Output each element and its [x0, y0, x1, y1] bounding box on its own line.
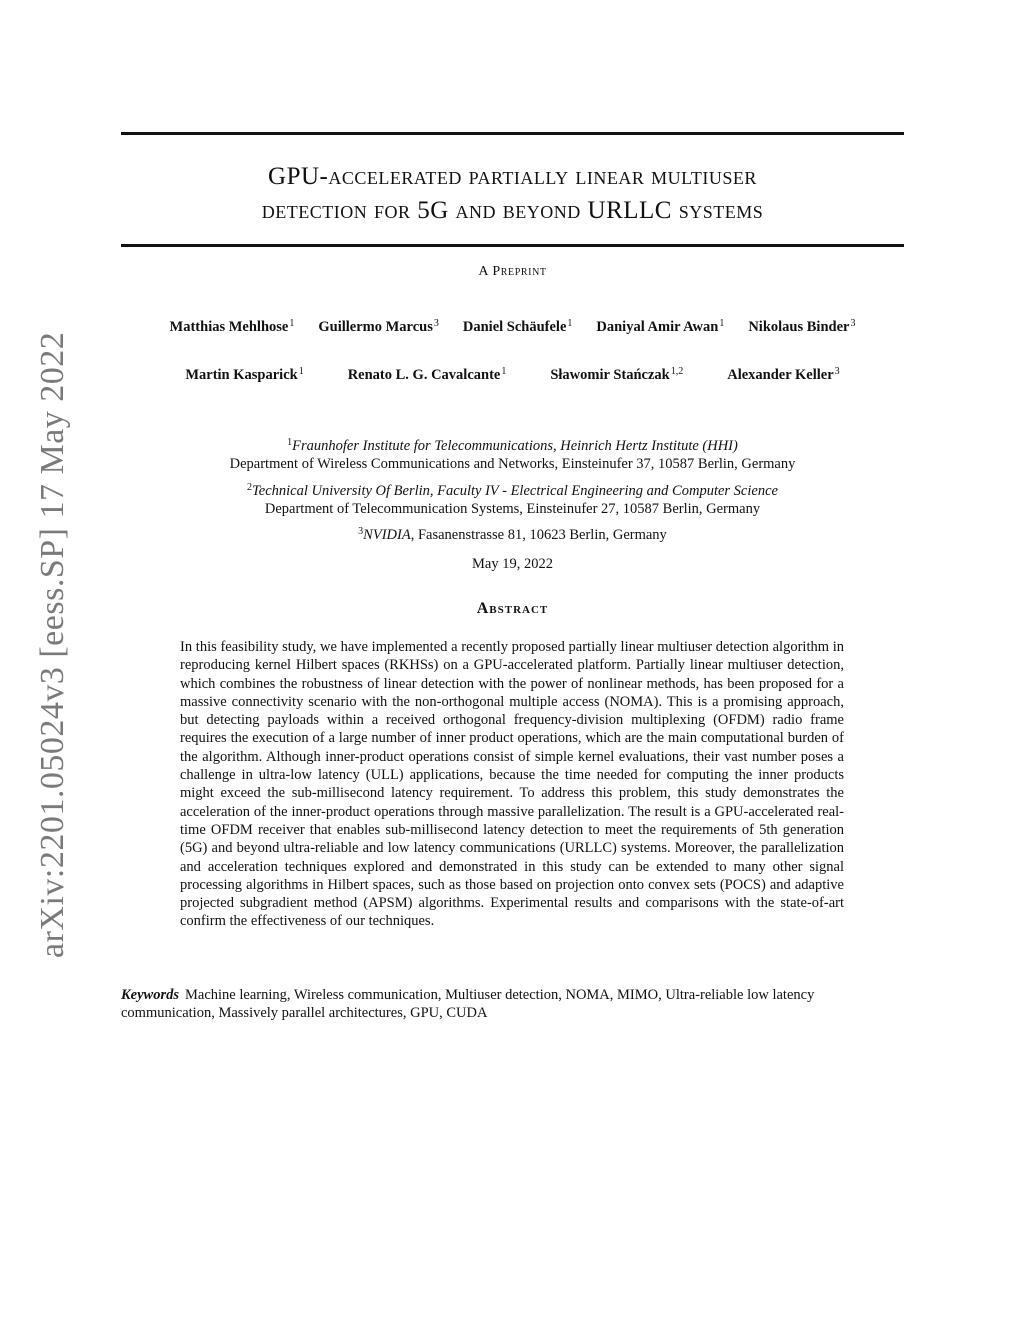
author-affiliation-mark: 1 [501, 366, 507, 377]
title-line-1: GPU-accelerated partially linear multiuser [268, 163, 757, 190]
affiliation-2-line-1 [121, 479, 904, 500]
arxiv-stamp: arXiv:2201.05024v3 [eess.SP] 17 May 2022 [34, 331, 71, 958]
author-affiliation-mark: 1 [719, 318, 725, 329]
author [185, 366, 303, 384]
author-name: Sławomir Stańczak [550, 367, 670, 383]
author [463, 318, 573, 336]
affiliation-institution: NVIDIA [363, 527, 411, 543]
author-affiliation-mark: 1 [298, 366, 304, 377]
author-affiliation-mark: 1 [289, 318, 295, 329]
author [170, 318, 295, 336]
author-affiliation-mark: 3 [433, 318, 439, 329]
affiliation-1-line-2: Department of Wireless Communications and Networks, Einsteinufer 37, 10587 Berlin, Germany [229, 456, 796, 472]
affiliation-address: , Fasanenstrasse 81, 10623 Berlin, Germany [410, 527, 667, 543]
affiliation-2-line-2: Department of Telecommunication Systems, Einsteinufer 27, 10587 Berlin, Germany [264, 501, 761, 517]
preprint-label: A Preprint [478, 264, 547, 279]
title-rule-top [121, 132, 904, 135]
author [748, 318, 855, 336]
author-name: Daniel Schäufele [462, 319, 567, 335]
author-name: Alexander Keller [727, 367, 834, 383]
paper-title [121, 160, 904, 228]
abstract-heading: Abstract [476, 600, 549, 617]
author-affiliation-mark: 3 [850, 318, 856, 329]
authors-row-2 [121, 366, 904, 384]
affiliation-3-line-1 [121, 523, 904, 544]
title-line-2: detection for 5G and beyond URLLC systems [261, 197, 764, 224]
keywords-text: Machine learning, Wireless communication, Multiuser detection, NOMA, MIMO, Ultra-reliable low latency communication, Massively parallel architectures, GPU, CUDA [121, 987, 815, 1022]
author-affiliation-mark: 3 [834, 366, 840, 377]
affiliation-institution: Technical University Of Berlin, Faculty IV - Electrical Engineering and Computer Science [252, 483, 778, 499]
author-name: Martin Kasparick [185, 367, 298, 383]
keywords [121, 986, 881, 1023]
affiliation-3 [121, 523, 904, 544]
author-name: Guillermo Marcus [318, 319, 433, 335]
affiliation-institution: Fraunhofer Institute for Telecommunications, Heinrich Hertz Institute (HHI) [292, 438, 738, 454]
author [596, 318, 724, 336]
affiliation-number: 3 [358, 526, 364, 537]
author [727, 366, 839, 384]
author-affiliation-mark: 1 [567, 318, 573, 329]
keywords-label: Keywords [121, 987, 179, 1003]
author [348, 366, 507, 384]
affiliation-number: 1 [287, 437, 293, 448]
author [318, 318, 439, 336]
title-rule-bottom [121, 244, 904, 247]
abstract-text: In this feasibility study, we have implemented a recently proposed partially linear multiuser detection algorithm in reproducing kernel Hilbert spaces (RKHSs) on a GPU-accelerated platform. Partially linear multiuser detection, which combines the robustness of linear detection with the power of nonlinear methods, has been proposed for a massive connectivity scenario with the non-orthogonal multiple access (NOMA). This is a promising approach, but detecting payloads within a received orthogonal frequency-division multiplexing (OFDM) radio frame requires the execution of a large number of inner product operations, which are the main computational burden of the algorithm. Although inner-product operations consist of simple kernel evaluations, their vast number poses a challenge in ultra-low latency (ULL) applications, because the time needed for computing the inner products might exceed the sub-millisecond latency requirement. To address this problem, this study demonstrates the acceleration of the inner-product operations through massive parallelization. The result is a GPU-accelerated real-time OFDM receiver that enables sub-millisecond latency detection to meet the requirements of 5th generation (5G) and beyond ultra-reliable and low latency communications (URLLC) systems. Moreover, the parallelization and acceleration techniques explored and demonstrated in this study can be extended to many other signal processing algorithms in Hilbert spaces, such as those based on projection onto convex sets (POCS) and adaptive projected subgradient method (APSM) algorithms. Experimental results and comparisons with the state-of-art confirm the effectiveness of our techniques. [180, 639, 844, 930]
author-name: Renato L. G. Cavalcante [347, 367, 501, 383]
author-name: Matthias Mehlhose [169, 319, 289, 335]
author [550, 366, 683, 384]
author-name: Nikolaus Binder [748, 319, 850, 335]
authors-row-1 [121, 318, 904, 336]
paper-date: May 19, 2022 [472, 556, 553, 572]
affiliation-1 [121, 434, 904, 473]
affiliation-2 [121, 479, 904, 518]
author-affiliation-mark: 1,2 [670, 366, 684, 377]
affiliation-1-line-1 [121, 434, 904, 455]
author-name: Daniyal Amir Awan [596, 319, 719, 335]
affiliation-number: 2 [247, 482, 253, 493]
